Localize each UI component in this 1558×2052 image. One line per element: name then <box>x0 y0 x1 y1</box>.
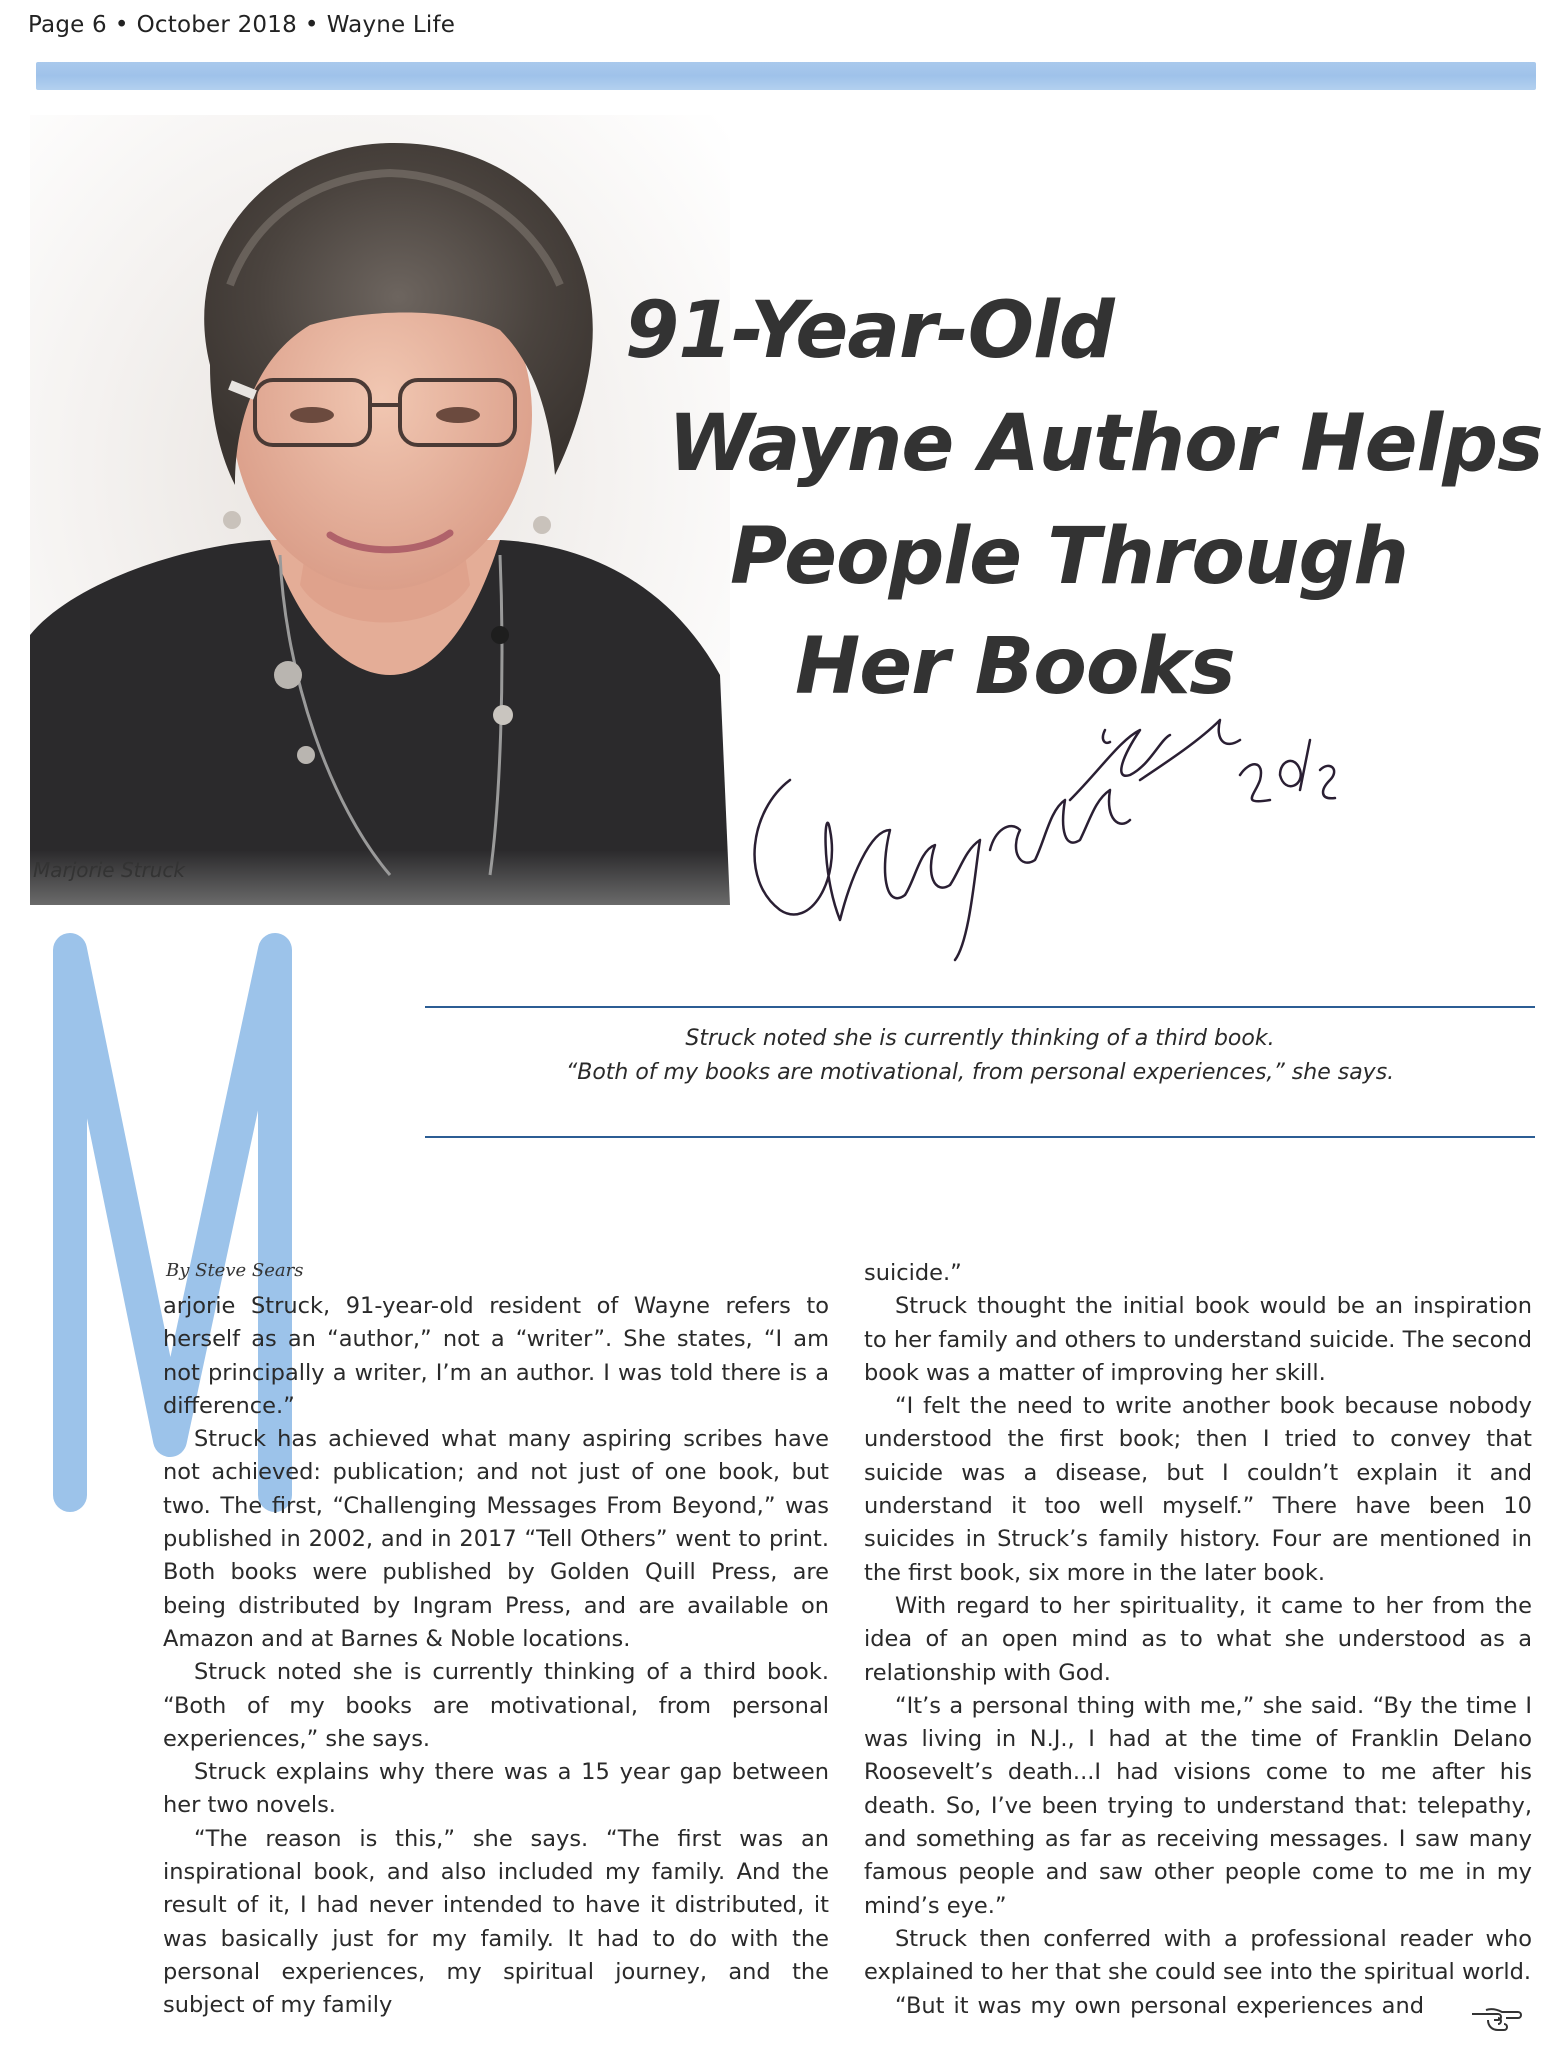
article-paragraph: arjorie Struck, 91-year-old resident of Wayne refers to herself as an “author,” not a “writer”. She states, “I am not principally a writer, I’m an author. I was told there is a difference.” <box>163 1293 829 1419</box>
article-paragraph: With regard to her spirituality, it came to her from the idea of an open mind as to what she understood as a relationship with God. <box>864 1592 1532 1686</box>
article-paragraph: “I felt the need to write another book because nobody understood the first book; then I tried to convey that suicide was a disease, but I couldn’t explain it and understand it too well myself.” There have been 10 suicides in Struck’s family history. Four are mentioned in the first book, six more in the later book. <box>864 1393 1532 1586</box>
article-paragraph: Struck thought the initial book would be an inspiration to her family and others to understand suicide. The second book was a matter of improving her skill. <box>864 1293 1532 1386</box>
article-paragraph: “But it was my own personal experiences and <box>895 1992 1424 2019</box>
article-paragraph: suicide.” <box>864 1260 962 1286</box>
article-paragraph: “The reason is this,” she says. “The first was an inspirational book, and also included my family. And the result of it, I had never intended to have it distributed, it was basically just for my family. It had to do with the personal experiences, my spiritual journey, and the subject of my family <box>163 1825 829 2019</box>
photo-caption: Marjorie Struck <box>33 858 185 882</box>
article-paragraph: Struck explains why there was a 15 year gap between her two novels. <box>163 1759 829 1819</box>
pull-quote-line-2: “Both of my books are motivational, from personal experiences,” she says. <box>565 1060 1395 1085</box>
pointing-hand-icon <box>1468 2000 1528 2034</box>
pull-quote-rule-top <box>425 1006 1535 1008</box>
headline-line-4: Her Books <box>795 622 1235 712</box>
headline-line-3: People Through <box>730 512 1408 602</box>
author-photo <box>30 115 730 905</box>
page-number: Page 6 <box>28 12 107 38</box>
pull-quote-line-1: Struck noted she is currently thinking of a third book. <box>685 1026 1275 1051</box>
header-accent-bar <box>36 62 1536 90</box>
header-separator: • <box>114 12 129 38</box>
issue-date: October 2018 <box>136 12 297 38</box>
pull-quote <box>425 1022 1535 1090</box>
article-paragraph: “It’s a personal thing with me,” she said. “By the time I was living in N.J., I had at the time of Franklin Delano Roosevelt’s death...I had visions come to me after his death. So, I’ve been trying to understand that: telepathy, and something as far as receiving messages. I saw many famous people and saw other people come to me in my mind’s eye.” <box>864 1692 1532 1919</box>
headline-line-1: 91-Year-Old <box>625 286 1114 376</box>
pull-quote-rule-bottom <box>425 1136 1535 1138</box>
page-header <box>28 12 455 38</box>
article-paragraph: Struck has achieved what many aspiring scribes have not achieved: publication; and not just of one book, but two. The first, “Challenging Messages From Beyond,” was published in 2002, and in 2017 “Tell Others” went to print. Both books were published by Golden Quill Press, are being distributed by Ingram Press, and are available on Amazon and at Barnes & Noble locations. <box>163 1426 829 1652</box>
headline-line-2: Wayne Author Helps <box>668 399 1543 489</box>
byline: By Steve Sears <box>166 1260 304 1281</box>
article-paragraph: Struck then conferred with a professional reader who explained to her that she could see into the spiritual world. <box>864 1925 1532 1986</box>
article-column-right <box>864 1257 1532 2023</box>
article-paragraph: Struck noted she is currently thinking of a third book. “Both of my books are motivational, from personal experiences,” she says. <box>163 1659 829 1752</box>
article-column-left <box>163 1290 829 2023</box>
author-signature <box>720 680 1340 970</box>
publication-name: Wayne Life <box>326 12 456 38</box>
header-separator: • <box>304 12 319 38</box>
